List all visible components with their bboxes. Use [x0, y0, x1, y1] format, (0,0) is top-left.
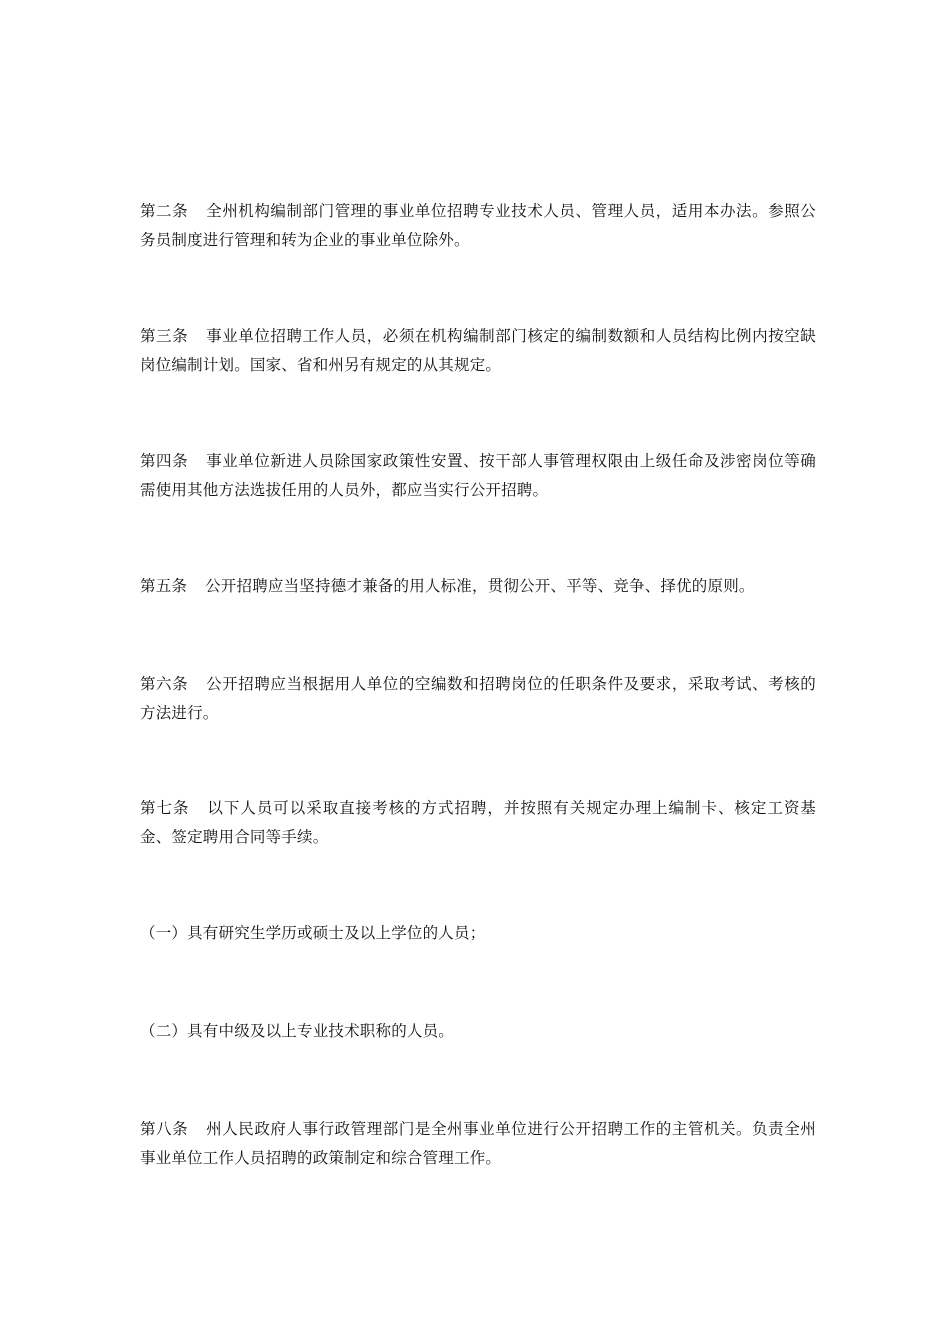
article-8-paragraph: [140, 1115, 816, 1173]
article-2-paragraph: [140, 197, 816, 255]
article-text: 公开招聘应当根据用人单位的空编数和招聘岗位的任职条件及要求，采取考试、考核的方法进行。: [140, 675, 816, 722]
article-label: 第四条: [140, 452, 189, 470]
article-text: 以下人员可以采取直接考核的方式招聘，并按照有关规定办理上编制卡、核定工资基金、签定聘用合同等手续。: [140, 799, 817, 846]
article-label: 第八条: [140, 1120, 189, 1138]
item-2-paragraph: [140, 1017, 816, 1046]
item-1-paragraph: [140, 919, 816, 948]
article-label: 第六条: [140, 675, 189, 693]
article-label: 第七条: [140, 799, 190, 817]
article-text: 公开招聘应当坚持德才兼备的用人标准，贯彻公开、平等、竞争、择优的原则。: [205, 577, 755, 595]
article-7-paragraph: [140, 794, 816, 852]
article-text: 事业单位招聘工作人员，必须在机构编制部门核定的编制数额和人员结构比例内按空缺岗位编制计划。国家、省和州另有规定的从其规定。: [140, 327, 816, 374]
article-5-paragraph: [140, 572, 816, 601]
article-3-paragraph: [140, 322, 816, 380]
item-text: （一）具有研究生学历或硕士及以上学位的人员；: [140, 924, 486, 942]
article-4-paragraph: [140, 447, 816, 505]
item-text: （二）具有中级及以上专业技术职称的人员。: [140, 1022, 455, 1040]
article-label: 第二条: [140, 202, 189, 220]
article-label: 第五条: [140, 577, 188, 595]
article-text: 州人民政府人事行政管理部门是全州事业单位进行公开招聘工作的主管机关。负责全州事业单位工作人员招聘的政策制定和综合管理工作。: [140, 1120, 816, 1167]
article-text: 全州机构编制部门管理的事业单位招聘专业技术人员、管理人员，适用本办法。参照公务员制度进行管理和转为企业的事业单位除外。: [140, 202, 816, 249]
article-6-paragraph: [140, 670, 816, 728]
article-label: 第三条: [140, 327, 189, 345]
article-text: 事业单位新进人员除国家政策性安置、按干部人事管理权限由上级任命及涉密岗位等确需使用其他方法选拔任用的人员外，都应当实行公开招聘。: [140, 452, 816, 499]
